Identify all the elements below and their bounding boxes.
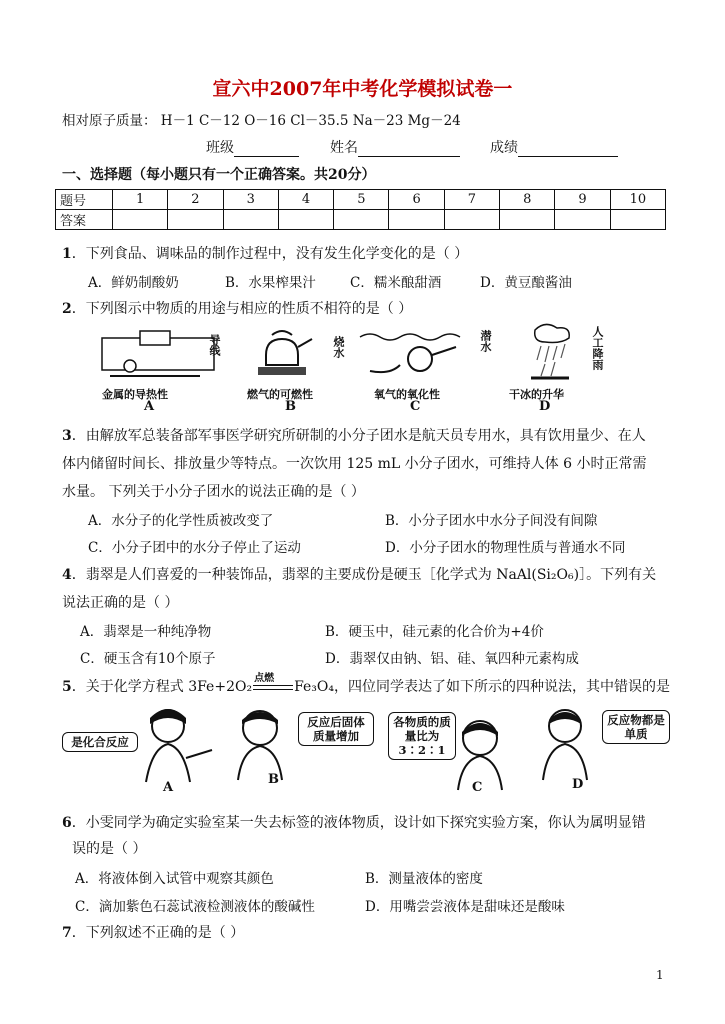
question-6 xyxy=(62,812,646,832)
q4-option-a: A．翡翠是一种纯净物 xyxy=(80,624,212,640)
student-c-letter: C xyxy=(472,780,483,795)
question-number: 3 xyxy=(62,428,72,444)
kettle-icon xyxy=(266,339,298,365)
question-1 xyxy=(62,243,468,263)
student-c-figure xyxy=(446,714,516,790)
figure-b-letter: B xyxy=(285,399,296,414)
q3-option-b: B．小分子团水中水分子间没有间隙 xyxy=(385,513,598,529)
page-number: 1 xyxy=(656,968,664,982)
question-number: 1 xyxy=(62,246,72,262)
figure-d-letter: D xyxy=(539,399,551,414)
figure-c-letter: C xyxy=(410,399,421,414)
page-title: 宣六中2007年中考化学模拟试卷一 xyxy=(212,78,513,100)
q6-option-a: A．将液体倒入试管中观察其颜色 xyxy=(75,871,274,887)
figure-d-side-label: 人工降雨 xyxy=(591,326,604,370)
question-3 xyxy=(62,425,646,445)
table-cell: 6 xyxy=(389,190,444,210)
q1-option-a: A．鲜奶制酸奶 xyxy=(88,275,179,291)
table-header-cell: 题号 xyxy=(56,190,113,210)
name-field xyxy=(330,137,460,157)
question-5 xyxy=(62,673,671,696)
answer-cell[interactable] xyxy=(168,210,223,230)
table-cell: 3 xyxy=(223,190,278,210)
student-a-figure xyxy=(130,704,220,784)
figure-a-side-label: 导线 xyxy=(208,334,221,356)
table-cell: 7 xyxy=(444,190,499,210)
reaction-condition xyxy=(252,673,294,695)
table-cell: 5 xyxy=(334,190,389,210)
question-text: ．下列叙述不正确的是（ ） xyxy=(71,925,245,941)
battery-icon xyxy=(140,331,170,345)
answer-cell[interactable] xyxy=(113,210,168,230)
table-row xyxy=(56,210,666,230)
q3-option-d: D．小分子团水的物理性质与普通水不同 xyxy=(385,540,626,556)
table-header-cell: 答案 xyxy=(56,210,113,230)
figure-a-letter: A xyxy=(144,399,155,414)
q1-option-c: C．糯米酿甜酒 xyxy=(350,275,442,291)
question-text-line1: ．翡翠是人们喜爱的一种装饰品，翡翠的主要成份是硬玉［化学式为 NaAl(Si₂O₆)］。下列有关 xyxy=(71,567,657,583)
q6-option-c: C．滴加紫色石蕊试液检测液体的酸碱性 xyxy=(75,899,315,915)
q4-option-d: D．翡翠仅由钠、铝、硅、氧四种元素构成 xyxy=(325,651,579,667)
question-number: 6 xyxy=(62,815,72,831)
question-text-line1: ．由解放军总装备部军事医学研究所研制的小分子团水是航天员专用水，具有饮用量少、在人 xyxy=(71,428,646,444)
condition-label: 点燃 xyxy=(254,673,275,684)
figure-b-caption: 燃气的可燃性 xyxy=(247,388,313,401)
student-b-letter: B xyxy=(268,772,279,787)
table-cell: 2 xyxy=(168,190,223,210)
student-b-figure xyxy=(228,704,298,780)
q3-option-a: A．水分子的化学性质被改变了 xyxy=(88,513,274,529)
water-wave xyxy=(360,334,460,340)
table-cell: 10 xyxy=(610,190,665,210)
question-text-after: Fe₃O₄，四位同学表达了如下所示的四种说法，其中错误的是 xyxy=(294,679,671,695)
table-cell: 1 xyxy=(113,190,168,210)
q6-option-d: D．用嘴尝尝液体是甜味还是酸味 xyxy=(365,899,565,915)
score-label: 成绩 xyxy=(490,140,518,156)
answer-cell[interactable] xyxy=(278,210,333,230)
atomic-mass-line: 相对原子质量： H－1 C－12 O－16 Cl－35.5 Na－23 Mg－24 xyxy=(62,113,461,129)
question-2 xyxy=(62,298,412,318)
speech-bubble-d: 反应物都是单质 xyxy=(602,710,670,744)
question-number: 5 xyxy=(62,679,72,695)
equals-sign xyxy=(253,685,293,690)
question-3-line2: 体内储留时间长、排放量少等特点。一次饮用 125 mL 小分子团水，可维持人体 6 小时正常需 xyxy=(62,456,647,472)
question-text-before: ．关于化学方程式 3Fe+2O₂ xyxy=(71,679,253,695)
q4-option-b: B．硬玉中，硅元素的化合价为+4价 xyxy=(325,624,544,640)
question-6-line2: 误的是（ ） xyxy=(72,841,147,857)
kettle-figure xyxy=(252,325,327,385)
table-row xyxy=(56,190,666,210)
speech-bubble-b: 反应后固体质量增加 xyxy=(298,712,374,746)
speech-bubble-c: 各物质的质量比为3∶2∶1 xyxy=(388,712,456,760)
question-text: ．下列图示中物质的用途与相应的性质不相符的是（ ） xyxy=(71,301,413,317)
q6-option-b: B．测量液体的密度 xyxy=(365,871,483,887)
student-a-letter: A xyxy=(163,780,174,795)
class-label: 班级 xyxy=(206,140,234,156)
speech-bubble-a: 是化合反应 xyxy=(62,732,138,752)
name-label: 姓名 xyxy=(330,140,358,156)
rain-figure xyxy=(505,320,590,385)
score-field xyxy=(490,137,618,157)
figure-d-caption: 干冰的升华 xyxy=(509,388,564,401)
question-number: 4 xyxy=(62,567,72,583)
student-d-figure xyxy=(535,704,605,780)
diver-icon xyxy=(408,347,432,371)
name-blank[interactable] xyxy=(358,141,460,157)
question-4 xyxy=(62,564,656,584)
q1-option-b: B．水果榨果汁 xyxy=(225,275,316,291)
figure-c-caption: 氧气的氧化性 xyxy=(374,388,440,401)
q4-option-c: C．硬玉含有10个原子 xyxy=(80,651,216,667)
question-7 xyxy=(62,922,244,942)
figure-a-caption: 金属的导热性 xyxy=(102,388,168,401)
question-text: ．下列食品、调味品的制作过程中，没有发生化学变化的是（ ） xyxy=(71,246,469,262)
answer-cell[interactable] xyxy=(555,210,610,230)
answer-cell[interactable] xyxy=(444,210,499,230)
question-number: 7 xyxy=(62,925,72,941)
figure-c-side-label: 潜水 xyxy=(479,330,492,352)
question-4-line2: 说法正确的是（ ） xyxy=(62,595,179,611)
q1-option-d: D．黄豆酿酱油 xyxy=(480,275,572,291)
answer-table xyxy=(55,189,666,230)
answer-cell[interactable] xyxy=(223,210,278,230)
score-blank[interactable] xyxy=(518,141,618,157)
answer-cell[interactable] xyxy=(389,210,444,230)
table-cell: 4 xyxy=(278,190,333,210)
answer-cell[interactable] xyxy=(610,210,665,230)
bulb-icon xyxy=(124,360,136,372)
section-heading: 一、选择题（每小题只有一个正确答案。共20分） xyxy=(62,167,376,183)
question-3-line3: 水量。 下列关于小分子团水的说法正确的是（ ） xyxy=(62,484,365,500)
table-cell: 8 xyxy=(500,190,555,210)
answer-cell[interactable] xyxy=(500,210,555,230)
student-d-letter: D xyxy=(572,777,584,792)
figure-b-side-label: 烧水 xyxy=(332,336,345,358)
q3-option-c: C．小分子团中的水分子停止了运动 xyxy=(88,540,301,556)
rain-icon xyxy=(537,344,565,376)
table-cell: 9 xyxy=(555,190,610,210)
class-field xyxy=(206,137,299,157)
stove-icon xyxy=(258,367,306,375)
diver-figure xyxy=(360,325,470,385)
question-number: 2 xyxy=(62,301,72,317)
answer-cell[interactable] xyxy=(334,210,389,230)
class-blank[interactable] xyxy=(234,141,299,157)
question-text-line1: ．小雯同学为确定实验室某一失去标签的液体物质，设计如下探究实验方案，你认为属明显错 xyxy=(71,815,646,831)
cloud-icon xyxy=(535,324,570,342)
